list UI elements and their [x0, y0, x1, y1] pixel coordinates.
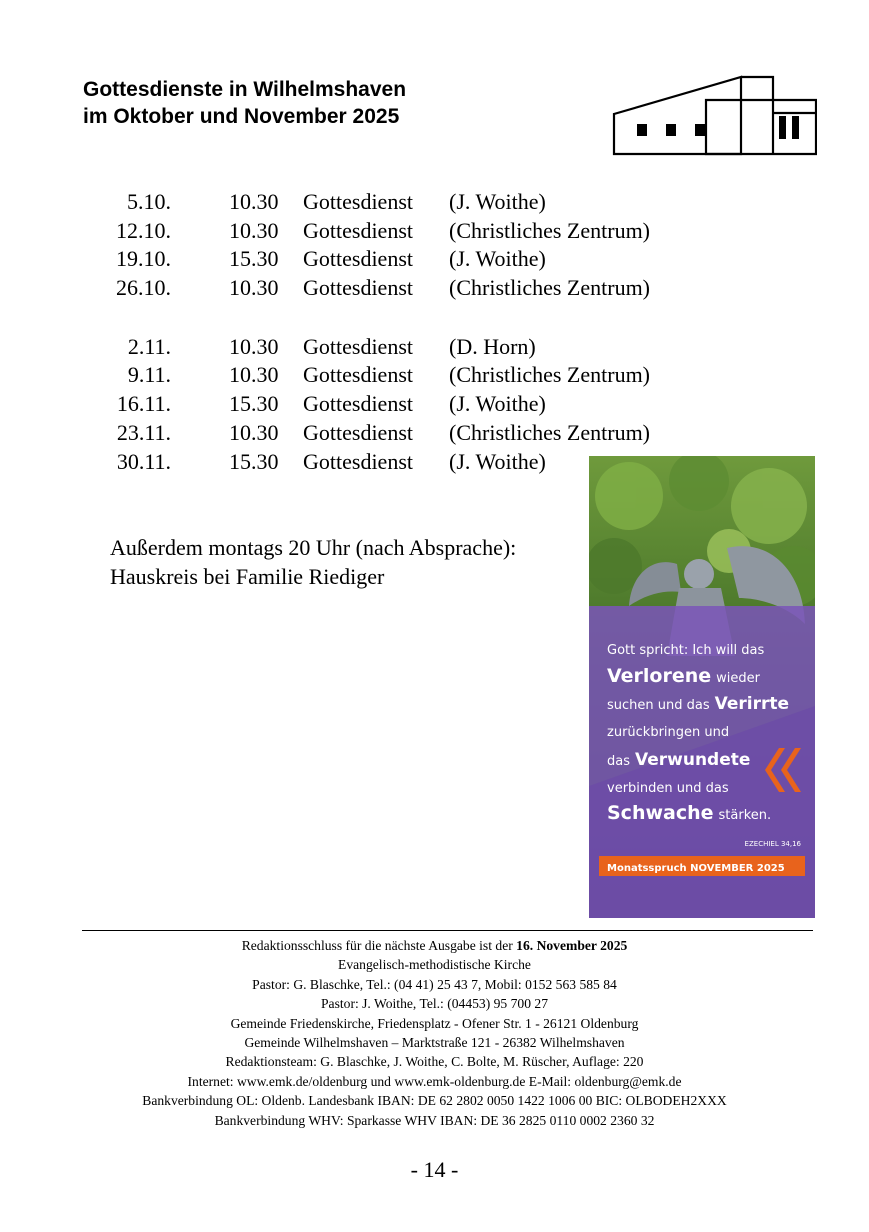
- title-line-2: im Oktober und November 2025: [83, 105, 400, 128]
- church-name: Evangelisch-methodistische Kirche: [338, 957, 531, 973]
- service-time: 15.30: [229, 448, 279, 474]
- service-time: 10.30: [229, 217, 279, 243]
- service-time: 10.30: [229, 189, 279, 214]
- service-leader: (Christliches Zentrum): [449, 275, 651, 301]
- service-time: 15.30: [229, 391, 279, 417]
- service-time: 15.30: [229, 246, 279, 272]
- extra-note: [110, 533, 516, 591]
- service-type: Gottesdienst: [303, 391, 413, 417]
- schedule-row: [0, 419, 869, 448]
- service-type: Gottesdienst: [303, 275, 413, 301]
- service-type: Gottesdienst: [303, 419, 413, 445]
- editorial-team: Redaktionsteam: G. Blaschke, J. Woithe, C. Bolte, M. Rüscher, Auflage: 220: [225, 1054, 644, 1070]
- service-leader: (J. Woithe): [449, 189, 546, 214]
- service-date: 12.10.: [116, 217, 171, 243]
- deadline-date: 16. November 2025: [516, 938, 628, 953]
- verse-word: stärken.: [718, 808, 772, 823]
- service-leader: (Christliches Zentrum): [449, 362, 651, 388]
- verse-word: suchen und das: [607, 698, 710, 713]
- bank-details: Bankverbindung WHV: Sparkasse WHV IBAN: DE 36 2825 0110 0002 2360 32: [214, 1112, 655, 1128]
- verse-highlight-word: Verirrte: [714, 694, 790, 714]
- service-type: Gottesdienst: [303, 246, 413, 272]
- verse-word: das: [607, 754, 630, 769]
- extra-note-line-1: Außerdem montags 20 Uhr (nach Absprache):: [110, 535, 517, 560]
- page-title: [83, 76, 406, 130]
- month-separator: [0, 303, 869, 333]
- schedule-row: [0, 245, 869, 274]
- service-time: 10.30: [229, 362, 279, 388]
- verse-highlight-word: Schwache: [607, 802, 714, 824]
- bank-details: Bankverbindung OL: Oldenb. Landesbank IBAN: DE 62 2802 0050 1422 1006 00 BIC: OLBODEH2XXX: [142, 1093, 727, 1109]
- verse-line-4: zurückbringen und: [607, 725, 730, 740]
- title-line-1: Gottesdienste in Wilhelmshaven: [83, 78, 407, 101]
- service-date: 9.11.: [127, 362, 171, 388]
- service-time: 10.30: [229, 333, 279, 359]
- service-type: Gottesdienst: [303, 217, 413, 243]
- schedule-row: [0, 333, 869, 362]
- service-date: 19.10.: [116, 246, 171, 272]
- page-number: - 14 -: [410, 1157, 459, 1182]
- internet-contact: Internet: www.emk.de/oldenburg und www.emk-oldenburg.de E-Mail: oldenburg@emk.de: [187, 1073, 682, 1089]
- schedule-row: [0, 217, 869, 246]
- service-date: 2.11.: [127, 333, 171, 359]
- verse-line-6: verbinden und das: [607, 781, 729, 796]
- service-type: Gottesdienst: [303, 333, 413, 359]
- schedule-row: [0, 188, 869, 217]
- service-date: 26.10.: [116, 275, 171, 301]
- monthly-verse-poster: [589, 456, 815, 918]
- verse-highlight-word: Verwundete: [635, 750, 751, 770]
- service-date: 23.11.: [116, 419, 171, 445]
- service-leader: (Christliches Zentrum): [449, 217, 651, 243]
- service-date: 30.11.: [116, 448, 171, 474]
- verse-highlight-word: Verlorene: [607, 665, 712, 687]
- deadline-line: [0, 936, 869, 955]
- verse-line: [607, 781, 729, 796]
- deadline-text: Redaktionsschluss für die nächste Ausgabe ist der: [241, 938, 513, 953]
- verse-word: wieder: [716, 671, 761, 686]
- service-date: 16.11.: [116, 391, 171, 417]
- footer-info: [0, 936, 869, 1130]
- footer-divider: [82, 930, 813, 931]
- congregation-address: Gemeinde Wilhelmshaven – Marktstraße 121 - 26382 Wilhelmshaven: [244, 1035, 625, 1051]
- pastor-contact: Pastor: G. Blaschke, Tel.: (04 41) 25 43 7, Mobil: 0152 563 585 84: [252, 976, 617, 992]
- service-type: Gottesdienst: [303, 448, 413, 474]
- service-leader: (D. Horn): [449, 333, 536, 359]
- verse-line: [607, 643, 765, 658]
- congregation-address: Gemeinde Friedenskirche, Friedensplatz - Ofener Str. 1 - 26121 Oldenburg: [230, 1015, 639, 1031]
- service-time: 10.30: [229, 419, 279, 445]
- pastor-contact: Pastor: J. Woithe, Tel.: (04453) 95 700 27: [320, 996, 549, 1012]
- service-type: Gottesdienst: [303, 362, 413, 388]
- service-leader: (Christliches Zentrum): [449, 419, 651, 445]
- service-type: Gottesdienst: [303, 189, 413, 214]
- church-building-icon: [611, 72, 817, 158]
- schedule-row: [0, 390, 869, 419]
- verse-line-1: Gott spricht: Ich will das: [607, 643, 765, 658]
- poster-banner-text: Monatsspruch NOVEMBER 2025: [607, 863, 785, 874]
- schedule-row: [0, 274, 869, 303]
- service-time: 10.30: [229, 275, 279, 301]
- schedule-row: [0, 361, 869, 390]
- verse-line: [607, 725, 729, 740]
- service-leader: (J. Woithe): [449, 246, 546, 272]
- service-leader: (J. Woithe): [449, 391, 546, 417]
- service-schedule: [0, 188, 869, 476]
- verse-reference: EZECHIEL 34,16: [744, 840, 801, 848]
- service-leader: (J. Woithe): [449, 448, 546, 474]
- extra-note-line-2: Hauskreis bei Familie Riediger: [110, 564, 385, 589]
- service-date: 5.10.: [127, 189, 171, 214]
